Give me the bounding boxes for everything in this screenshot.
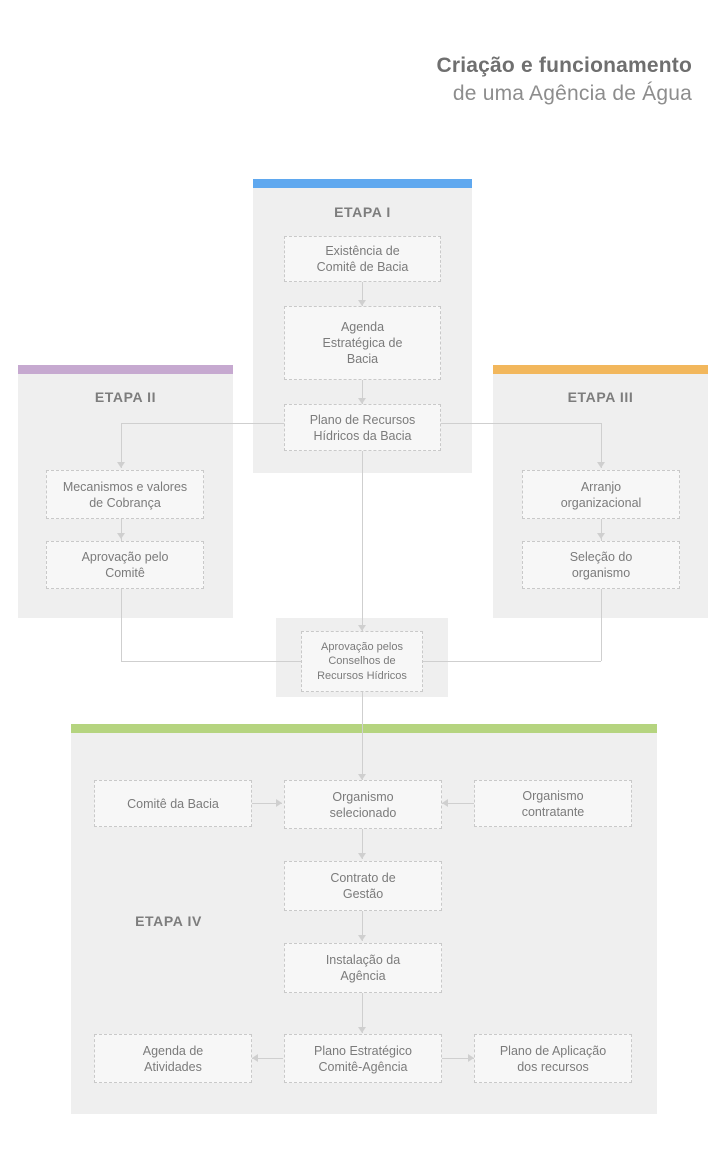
node-agenda-atividades-line-1: Agenda de [142, 1043, 204, 1058]
panel-etapa-1-title: ETAPA I [334, 204, 391, 220]
node-plano-recursos-hidricos-line-1: Plano de Recursos [309, 412, 416, 427]
arrow-comite-to-organismo [276, 799, 282, 807]
node-contrato-gestao-line-1: Contrato de [330, 871, 396, 885]
node-plano-estrategico-line-2: Comitê-Agência [318, 1059, 408, 1074]
page-title-line-2: de uma Agência de Água [452, 81, 692, 105]
node-aprovacao-comite-line-1: Aprovação pelo [81, 550, 169, 564]
panel-etapa-2-title: ETAPA II [94, 389, 157, 405]
page-title-line-1: Criação e funcionamento [436, 54, 692, 77]
panel-etapa-2-accent-bar [18, 365, 233, 374]
arrow-split-left-to-mecanismos [117, 462, 125, 468]
node-aprovacao-conselhos[interactable] [301, 631, 423, 692]
node-instalacao-agencia-line-1: Instalação da [325, 953, 401, 967]
node-plano-recursos-hidricos[interactable] [284, 404, 441, 451]
node-instalacao-agencia[interactable] [284, 943, 442, 993]
arrow-contratante-to-organismo [442, 799, 448, 807]
node-arranjo-organizacional-line-2: organizacional [560, 495, 642, 510]
node-aprovacao-comite[interactable] [46, 541, 204, 589]
node-organismo-selecionado-line-1: Organismo [332, 789, 394, 804]
node-contrato-gestao[interactable] [284, 861, 442, 911]
arrow-organismo-to-contrato [358, 853, 366, 859]
connector-selecao-down [601, 589, 602, 661]
node-organismo-selecionado[interactable] [284, 780, 442, 829]
node-plano-estrategico[interactable] [284, 1034, 442, 1083]
node-plano-recursos-hidricos-line-2: Hídricos da Bacia [313, 428, 412, 443]
node-selecao-organismo[interactable] [522, 541, 680, 589]
node-agenda-estrategica[interactable] [284, 306, 441, 380]
node-organismo-contratante-line-1: Organismo [522, 788, 584, 803]
node-organismo-contratante-line-2: contratante [521, 804, 585, 819]
arrow-instalacao-to-plano-estrategico [358, 1027, 366, 1033]
node-selecao-organismo-line-2: organismo [571, 566, 631, 580]
panel-etapa-3-accent-bar [493, 365, 708, 374]
panel-etapa-3-title: ETAPA III [567, 389, 634, 405]
node-aprovacao-conselhos-line-3: Recursos Hídricos [317, 669, 407, 682]
node-mecanismos-cobranca[interactable] [46, 470, 204, 519]
node-aprovacao-conselhos-line-2: Conselhos de [328, 655, 396, 668]
node-contrato-gestao-line-2: Gestão [342, 887, 384, 901]
node-existencia-comite[interactable] [284, 236, 441, 282]
panel-etapa-1-accent-bar [253, 179, 472, 188]
node-organismo-contratante[interactable] [474, 780, 632, 827]
node-mecanismos-cobranca-line-2: de Cobrança [89, 495, 161, 510]
node-instalacao-agencia-line-2: Agência [340, 969, 386, 983]
node-agenda-estrategica-line-2: Estratégica de [322, 336, 403, 350]
panel-etapa-4-title: ETAPA IV [135, 913, 202, 929]
panel-etapa-4-accent-bar [71, 724, 657, 733]
node-agenda-atividades-line-2: Atividades [144, 1059, 202, 1074]
arrow-plano-to-agenda-atividades [252, 1054, 258, 1062]
node-comite-da-bacia-label: Comitê da Bacia [127, 796, 219, 811]
node-agenda-estrategica-line-1: Agenda [340, 320, 385, 334]
node-plano-estrategico-line-1: Plano Estratégico [314, 1043, 412, 1058]
node-arranjo-organizacional-line-1: Arranjo [580, 479, 622, 494]
arrow-split-right-to-arranjo [597, 462, 605, 468]
node-aprovacao-conselhos-line-1: Aprovação pelos [321, 641, 403, 654]
connector-aprovacao-comite-down [121, 589, 122, 661]
node-existencia-comite-line-2: Comitê de Bacia [316, 260, 409, 274]
node-arranjo-organizacional[interactable] [522, 470, 680, 519]
node-plano-aplicacao-line-2: dos recursos [517, 1059, 589, 1074]
node-existencia-comite-line-1: Existência de [325, 244, 400, 258]
node-selecao-organismo-line-1: Seleção do [569, 550, 633, 564]
node-agenda-atividades[interactable] [94, 1034, 252, 1083]
node-comite-da-bacia[interactable] [94, 780, 252, 827]
page-title [437, 52, 692, 107]
arrow-contrato-to-instalacao [358, 935, 366, 941]
node-agenda-estrategica-line-3: Bacia [346, 352, 379, 366]
node-mecanismos-cobranca-line-1: Mecanismos e valores [62, 479, 188, 494]
connector-plano-to-junction [362, 451, 363, 631]
node-plano-aplicacao-line-1: Plano de Aplicação [499, 1043, 607, 1058]
connector-junction-to-organismo [362, 692, 363, 780]
node-plano-aplicacao[interactable] [474, 1034, 632, 1083]
node-organismo-selecionado-line-2: selecionado [329, 805, 397, 820]
node-aprovacao-comite-line-2: Comitê [105, 566, 145, 580]
arrow-arranjo-to-selecao [597, 533, 605, 539]
arrow-mecanismos-to-aprovacao [117, 533, 125, 539]
